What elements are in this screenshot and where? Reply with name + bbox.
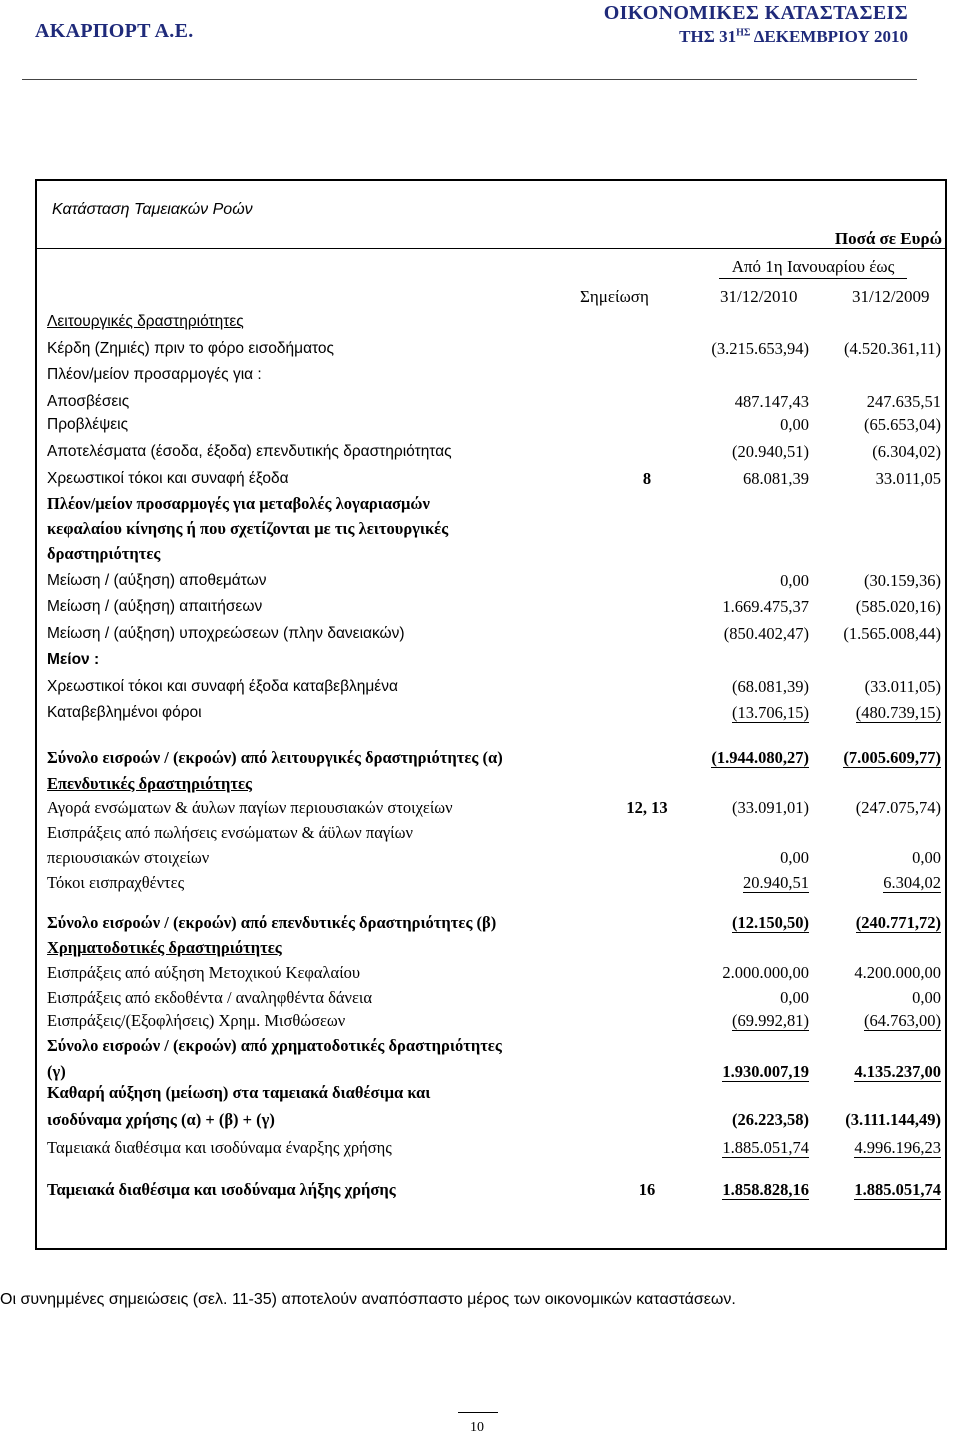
value-2009 bbox=[821, 962, 941, 984]
amount-text: (30.159,36) bbox=[864, 571, 941, 590]
amount-text: 20.940,51 bbox=[743, 873, 809, 892]
amount-text: 0,00 bbox=[780, 415, 809, 434]
value-2009 bbox=[821, 872, 941, 894]
amount-text: 2.000.000,00 bbox=[722, 963, 809, 982]
amount-text: (247.075,74) bbox=[855, 798, 941, 817]
value-2009 bbox=[821, 414, 941, 436]
statement-row bbox=[47, 338, 947, 360]
amount-text: 68.081,39 bbox=[743, 469, 809, 488]
row-label: Πλέον/μείον προσαρμογές για μεταβολές λογαριασμών bbox=[47, 494, 430, 513]
amount-text: (585.020,16) bbox=[855, 597, 941, 616]
amount-text: (850.402,47) bbox=[723, 624, 809, 643]
row-note-ref: 8 bbox=[642, 469, 652, 488]
value-2009 bbox=[821, 912, 941, 934]
statement-row bbox=[47, 468, 947, 490]
value-2009 bbox=[821, 1179, 941, 1201]
value-2010 bbox=[689, 391, 809, 413]
statement-row bbox=[47, 570, 947, 592]
amount-text: (68.081,39) bbox=[732, 677, 809, 696]
currency-note: Ποσά σε Ευρώ bbox=[834, 229, 942, 248]
value-2010 bbox=[689, 702, 809, 724]
value-2009 bbox=[821, 1109, 941, 1131]
amount-text: (20.940,51) bbox=[732, 442, 809, 461]
statement-row bbox=[47, 364, 947, 386]
statement-row bbox=[47, 676, 947, 698]
value-2010 bbox=[689, 414, 809, 436]
row-label: Μείωση / (αύξηση) απαιτήσεων bbox=[47, 598, 263, 615]
statement-row bbox=[47, 1035, 947, 1057]
column-header-2010: 31/12/2010 bbox=[720, 287, 798, 306]
date-prefix: ΤΗΣ 31 bbox=[679, 27, 737, 46]
header-rule bbox=[22, 79, 917, 80]
company-name: ΑΚΑΡΠΟΡΤ Α.Ε. bbox=[35, 20, 194, 42]
value-2010 bbox=[689, 962, 809, 984]
statement-row bbox=[47, 1010, 947, 1032]
statement-title: Κατάσταση Ταμειακών Ροών bbox=[52, 201, 253, 218]
statement-row bbox=[47, 987, 947, 1009]
amount-text: (12.150,50) bbox=[732, 913, 809, 932]
value-2010 bbox=[689, 676, 809, 698]
row-label: Μείωση / (αύξηση) υποχρεώσεων (πλην δανειακών) bbox=[47, 625, 405, 642]
statement-row bbox=[47, 1109, 947, 1131]
statement-row bbox=[47, 747, 947, 769]
row-label: Αποτελέσματα (έσοδα, έξοδα) επενδυτικής δραστηριότητας bbox=[47, 443, 452, 460]
value-2009 bbox=[821, 391, 941, 413]
amount-text: (480.739,15) bbox=[855, 703, 941, 722]
row-label: Σύνολο εισροών / (εκροών) από λειτουργικές δραστηριότητες (α) bbox=[47, 748, 503, 767]
amount-text: (64.763,00) bbox=[864, 1011, 941, 1030]
page-number: 10 bbox=[470, 1420, 484, 1435]
value-2009 bbox=[821, 1061, 941, 1083]
statement-row bbox=[47, 822, 947, 844]
amount-text: (7.005.609,77) bbox=[843, 748, 941, 767]
value-2010 bbox=[689, 747, 809, 769]
amount-text: 0,00 bbox=[912, 848, 941, 867]
amount-text: 0,00 bbox=[780, 848, 809, 867]
footnote: Οι συνημμένες σημειώσεις (σελ. 11-35) αποτελούν αναπόσπαστο μέρος των οικονομικών καταστάσεων. bbox=[0, 1291, 736, 1308]
value-2010 bbox=[689, 338, 809, 360]
amount-text: 4.200.000,00 bbox=[854, 963, 941, 982]
amount-text: (1.565.008,44) bbox=[843, 624, 941, 643]
column-header-2009: 31/12/2009 bbox=[852, 287, 930, 306]
row-label: Προβλέψεις bbox=[47, 416, 129, 433]
value-2010 bbox=[689, 1109, 809, 1131]
value-2010 bbox=[689, 797, 809, 819]
row-note-ref: 16 bbox=[638, 1180, 656, 1199]
value-2009 bbox=[821, 338, 941, 360]
row-label: Αγορά ενσώματων & άυλων παγίων περιουσιακών στοιχείων bbox=[47, 798, 453, 817]
value-2010 bbox=[689, 623, 809, 645]
value-2010 bbox=[689, 468, 809, 490]
document-title: ΟΙΚΟΝΟΜΙΚΕΣ ΚΑΤΑΣΤΑΣΕΙΣ bbox=[603, 2, 908, 24]
amount-text: 1.930.007,19 bbox=[722, 1062, 809, 1081]
amount-text: (6.304,02) bbox=[872, 442, 941, 461]
amount-text: 247.635,51 bbox=[866, 392, 941, 411]
amount-text: 1.669.475,37 bbox=[722, 597, 809, 616]
amount-text: 487.147,43 bbox=[734, 392, 809, 411]
statement-row bbox=[47, 962, 947, 984]
statement-row bbox=[47, 702, 947, 724]
amount-text: (33.011,05) bbox=[864, 677, 941, 696]
statement-row bbox=[47, 797, 947, 819]
statement-row bbox=[47, 441, 947, 463]
value-2009 bbox=[821, 570, 941, 592]
row-label: Χρεωστικοί τόκοι και συναφή έξοδα καταβεβλημένα bbox=[47, 678, 398, 695]
row-label: περιουσιακών στοιχείων bbox=[47, 848, 210, 867]
value-2009 bbox=[821, 747, 941, 769]
statement-row bbox=[47, 773, 947, 795]
amount-text: 0,00 bbox=[912, 988, 941, 1007]
statement-row bbox=[47, 493, 947, 515]
row-label: Εισπράξεις από εκδοθέντα / αναληφθέντα δάνεια bbox=[47, 988, 373, 1007]
statement-row bbox=[47, 518, 947, 540]
row-label: Καθαρή αύξηση (μείωση) στα ταμειακά διαθέσιμα και bbox=[47, 1083, 431, 1102]
statement-row bbox=[47, 912, 947, 934]
statement-row bbox=[47, 1082, 947, 1104]
row-label: Μείωση / (αύξηση) αποθεμάτων bbox=[47, 572, 267, 589]
value-2010 bbox=[689, 847, 809, 869]
row-label: Τόκοι εισπραχθέντες bbox=[47, 873, 185, 892]
amount-text: 1.858.828,16 bbox=[722, 1180, 809, 1199]
document-header bbox=[604, 2, 908, 47]
statement-row bbox=[47, 543, 947, 565]
document-date bbox=[604, 27, 908, 47]
value-2010 bbox=[689, 570, 809, 592]
row-label: Ταμειακά διαθέσιμα και ισοδύναμα λήξης χρήσης bbox=[47, 1180, 396, 1199]
statement-row bbox=[47, 1061, 947, 1083]
value-2009 bbox=[821, 676, 941, 698]
row-label: Εισπράξεις/(Εξοφλήσεις) Χρημ. Μισθώσεων bbox=[47, 1011, 346, 1030]
date-superscript: ΗΣ bbox=[736, 27, 751, 39]
row-label: (γ) bbox=[47, 1062, 66, 1081]
statement-row bbox=[47, 872, 947, 894]
note-column-header: Σημείωση bbox=[580, 287, 649, 306]
row-label: Μείον : bbox=[47, 651, 100, 668]
value-2009 bbox=[821, 623, 941, 645]
value-2009 bbox=[821, 441, 941, 463]
value-2009 bbox=[821, 987, 941, 1009]
amount-text: 0,00 bbox=[780, 571, 809, 590]
row-label: κεφαλαίου κίνησης ή που σχετίζονται με τις λειτουργικές bbox=[47, 519, 449, 538]
row-label: Κέρδη (Ζημιές) πριν το φόρο εισοδήματος bbox=[47, 340, 335, 357]
title-separator bbox=[35, 248, 947, 249]
period-header: Από 1η Ιανουαρίου έως bbox=[719, 257, 907, 279]
row-label: Λειτουργικές δραστηριότητες bbox=[47, 313, 244, 330]
value-2009 bbox=[821, 847, 941, 869]
amount-text: (13.706,15) bbox=[732, 703, 809, 722]
row-label: Καταβεβλημένοι φόροι bbox=[47, 704, 202, 721]
row-label: Αποσβέσεις bbox=[47, 393, 130, 410]
value-2010 bbox=[689, 1137, 809, 1159]
value-2010 bbox=[689, 1179, 809, 1201]
row-label: Χρηματοδοτικές δραστηριότητες bbox=[47, 938, 282, 957]
statement-row bbox=[47, 1137, 947, 1159]
row-label: Χρεωστικοί τόκοι και συναφή έξοδα bbox=[47, 470, 289, 487]
value-2010 bbox=[689, 987, 809, 1009]
amount-text: (69.992,81) bbox=[732, 1011, 809, 1030]
row-label: Σύνολο εισροών / (εκροών) από επενδυτικές δραστηριότητες (β) bbox=[47, 913, 497, 932]
value-2010 bbox=[689, 596, 809, 618]
statement-row bbox=[47, 311, 947, 333]
value-2009 bbox=[821, 596, 941, 618]
statement-row bbox=[47, 937, 947, 959]
row-label: Επενδυτικές δραστηριότητες bbox=[47, 774, 252, 793]
row-label: Εισπράξεις από πωλήσεις ενσώματων & άϋλων παγίων bbox=[47, 823, 413, 842]
value-2009 bbox=[821, 797, 941, 819]
amount-text: (33.091,01) bbox=[732, 798, 809, 817]
amount-text: 6.304,02 bbox=[883, 873, 941, 892]
statement-row bbox=[47, 623, 947, 645]
value-2010 bbox=[689, 1010, 809, 1032]
statement-row bbox=[47, 847, 947, 869]
amount-text: 4.996.196,23 bbox=[854, 1138, 941, 1157]
amount-text: (3.111.144,49) bbox=[845, 1110, 941, 1129]
statement-row bbox=[47, 391, 947, 413]
amount-text: (1.944.080,27) bbox=[711, 748, 809, 767]
date-suffix: ΔΕΚΕΜΒΡΙΟΥ 2010 bbox=[750, 27, 908, 46]
statement-row bbox=[47, 414, 947, 436]
amount-text: 4.135.237,00 bbox=[854, 1062, 941, 1081]
amount-text: 1.885.051,74 bbox=[854, 1180, 941, 1199]
row-label: ισοδύναμα χρήσης (α) + (β) + (γ) bbox=[47, 1110, 275, 1129]
value-2009 bbox=[821, 1010, 941, 1032]
value-2009 bbox=[821, 468, 941, 490]
statement-row bbox=[47, 596, 947, 618]
value-2010 bbox=[689, 912, 809, 934]
value-2009 bbox=[821, 1137, 941, 1159]
row-label: δραστηριότητες bbox=[47, 544, 161, 563]
row-label: Σύνολο εισροών / (εκροών) από χρηματοδοτικές δραστηριότητες bbox=[47, 1036, 502, 1055]
amount-text: 0,00 bbox=[780, 988, 809, 1007]
amount-text: (3.215.653,94) bbox=[711, 339, 809, 358]
amount-text: (240.771,72) bbox=[855, 913, 941, 932]
row-label: Εισπράξεις από αύξηση Μετοχικού Κεφαλαίου bbox=[47, 963, 361, 982]
amount-text: (26.223,58) bbox=[732, 1110, 809, 1129]
page-number-rule bbox=[458, 1412, 498, 1413]
row-note-ref: 12, 13 bbox=[626, 798, 668, 817]
row-label: Ταμειακά διαθέσιμα και ισοδύναμα έναρξης χρήσης bbox=[47, 1138, 392, 1157]
value-2010 bbox=[689, 1061, 809, 1083]
amount-text: (4.520.361,11) bbox=[843, 339, 941, 358]
value-2009 bbox=[821, 702, 941, 724]
statement-row bbox=[47, 1179, 947, 1201]
amount-text: 33.011,05 bbox=[875, 469, 941, 488]
row-label: Πλέον/μείον προσαρμογές για : bbox=[47, 366, 262, 383]
statement-row bbox=[47, 649, 947, 671]
value-2010 bbox=[689, 441, 809, 463]
amount-text: 1.885.051,74 bbox=[722, 1138, 809, 1157]
value-2010 bbox=[689, 872, 809, 894]
amount-text: (65.653,04) bbox=[864, 415, 941, 434]
